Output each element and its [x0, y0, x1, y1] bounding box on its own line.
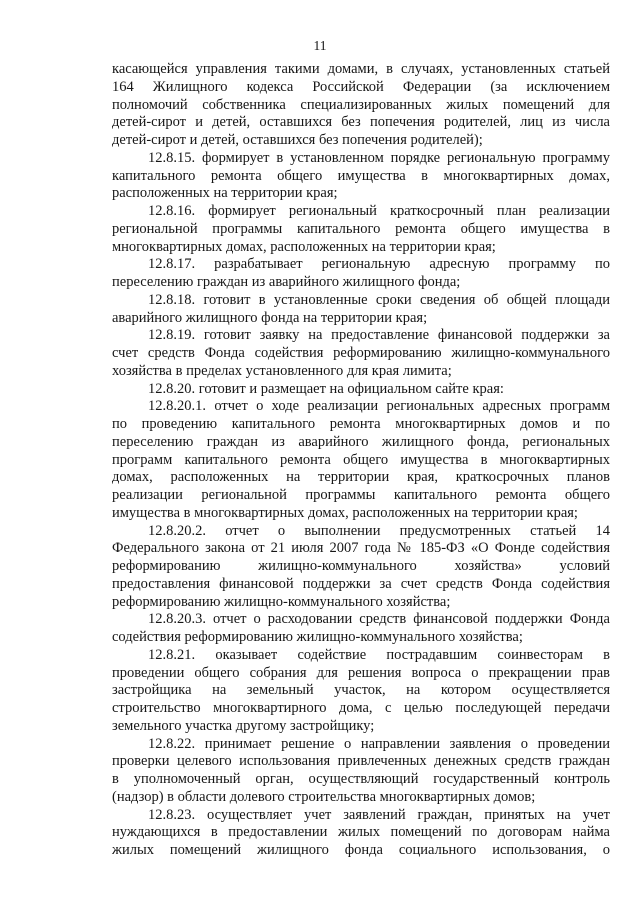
text-line: детей-сирот и детей, оставшихся без попечения родителей, лиц из числа: [112, 114, 610, 131]
text-line: проверки целевого использования привлеченных денежных средств граждан: [112, 753, 610, 770]
text-line: расположенных на территории края;: [112, 185, 338, 202]
text-line: детей-сирот и детей, оставшихся без попечения родителей);: [112, 132, 483, 148]
text-line: полномочий собственника специализированных жилых помещений для: [112, 96, 610, 113]
text-line: по проведению капитального ремонта многоквартирных домов и по: [112, 416, 610, 432]
text-line: 12.8.18. готовит в установленные сроки сведения об общей площади: [148, 291, 610, 308]
text-line: в уполномоченный орган, осуществляющий государственный контроль: [112, 771, 610, 787]
text-line: 12.8.16. формирует региональный краткосрочный план реализации: [148, 203, 610, 219]
text-line: реформированию жилищно-коммунального хозяйства;: [112, 593, 451, 610]
text-line: нуждающихся в предоставлении жилых помещений по договорам найма: [112, 824, 610, 841]
text-line: программ капитального ремонта общего имущества в многоквартирных: [112, 451, 610, 468]
text-line: реформированию жилищно-коммунального хозяйства» условий: [112, 558, 610, 574]
text-line: 12.8.19. готовит заявку на предоставление финансовой поддержки за: [148, 327, 610, 344]
text-line: земельного участка другому застройщику;: [112, 717, 375, 734]
text-line: региональной программы капитального ремонта общего имущества в: [112, 220, 610, 237]
text-line: строительство многоквартирного дома, с целью последующей передачи: [112, 700, 610, 716]
text-line: содействия реформированию жилищно-коммунального хозяйства;: [112, 629, 523, 645]
text-line: 12.8.17. разрабатывает региональную адресную программу по: [148, 256, 610, 273]
text-line: (надзор) в области долевого строительства многоквартирных домов;: [112, 788, 536, 805]
text-line: 12.8.21. оказывает содействие пострадавшим соинвесторам в: [148, 646, 610, 663]
text-line: Федерального закона от 21 июля 2007 года № 185-ФЗ «О Фонде содействия: [112, 540, 610, 557]
text-line: многоквартирных домах, расположенных на территории края;: [112, 238, 496, 255]
text-line: переселению граждан из аварийного жилищного фонда;: [112, 274, 461, 290]
text-line: 12.8.20. готовит и размещает на официальном сайте края:: [148, 380, 504, 397]
text-line: имущества в многоквартирных домах, расположенных на территории края;: [112, 504, 578, 521]
text-line: проведении общего собрания для решения вопроса о прекращении прав: [112, 664, 610, 681]
page-number: 11: [313, 38, 327, 53]
text-line: 12.8.23. осуществляет учет заявлений граждан, принятых на учет: [148, 806, 610, 823]
text-line: 164 Жилищного кодекса Российской Федерации (за исключением: [112, 78, 610, 95]
text-line: 12.8.22. принимает решение о направлении заявления о проведении: [148, 735, 610, 752]
text-line: предоставления финансовой поддержки за счет средств Фонда содействия: [112, 575, 610, 592]
text-line: застройщика на земельный участок, на котором осуществляется: [112, 682, 610, 699]
text-line: счет средств Фонда содействия реформированию жилищно-коммунального: [112, 345, 610, 361]
text-line: 12.8.15. формирует в установленном порядке региональную программу: [148, 149, 610, 166]
text-line: жилых помещений жилищного фонда социального использования, о: [112, 842, 610, 858]
text-line: капитального ремонта общего имущества в многоквартирных домах,: [112, 167, 610, 184]
text-line: переселению граждан из аварийного жилищного фонда, региональных: [112, 433, 610, 450]
text-line: домах, расположенных на территории края, краткосрочных планов: [112, 469, 610, 486]
text-line: хозяйства в пределах установленного для края лимита;: [112, 362, 452, 379]
text-line: 12.8.20.2. отчет о выполнении предусмотренных статьей 14: [148, 522, 610, 539]
text-line: аварийного жилищного фонда на территории края;: [112, 309, 428, 326]
text-line: касающейся управления такими домами, в случаях, установленных статьей: [112, 61, 610, 77]
text-line: 12.8.20.3. отчет о расходовании средств финансовой поддержки Фонда: [148, 611, 610, 628]
text-line: реализации региональной программы капитального ремонта общего: [112, 487, 610, 503]
text-line: 12.8.20.1. отчет о ходе реализации региональных адресных программ: [148, 398, 610, 415]
